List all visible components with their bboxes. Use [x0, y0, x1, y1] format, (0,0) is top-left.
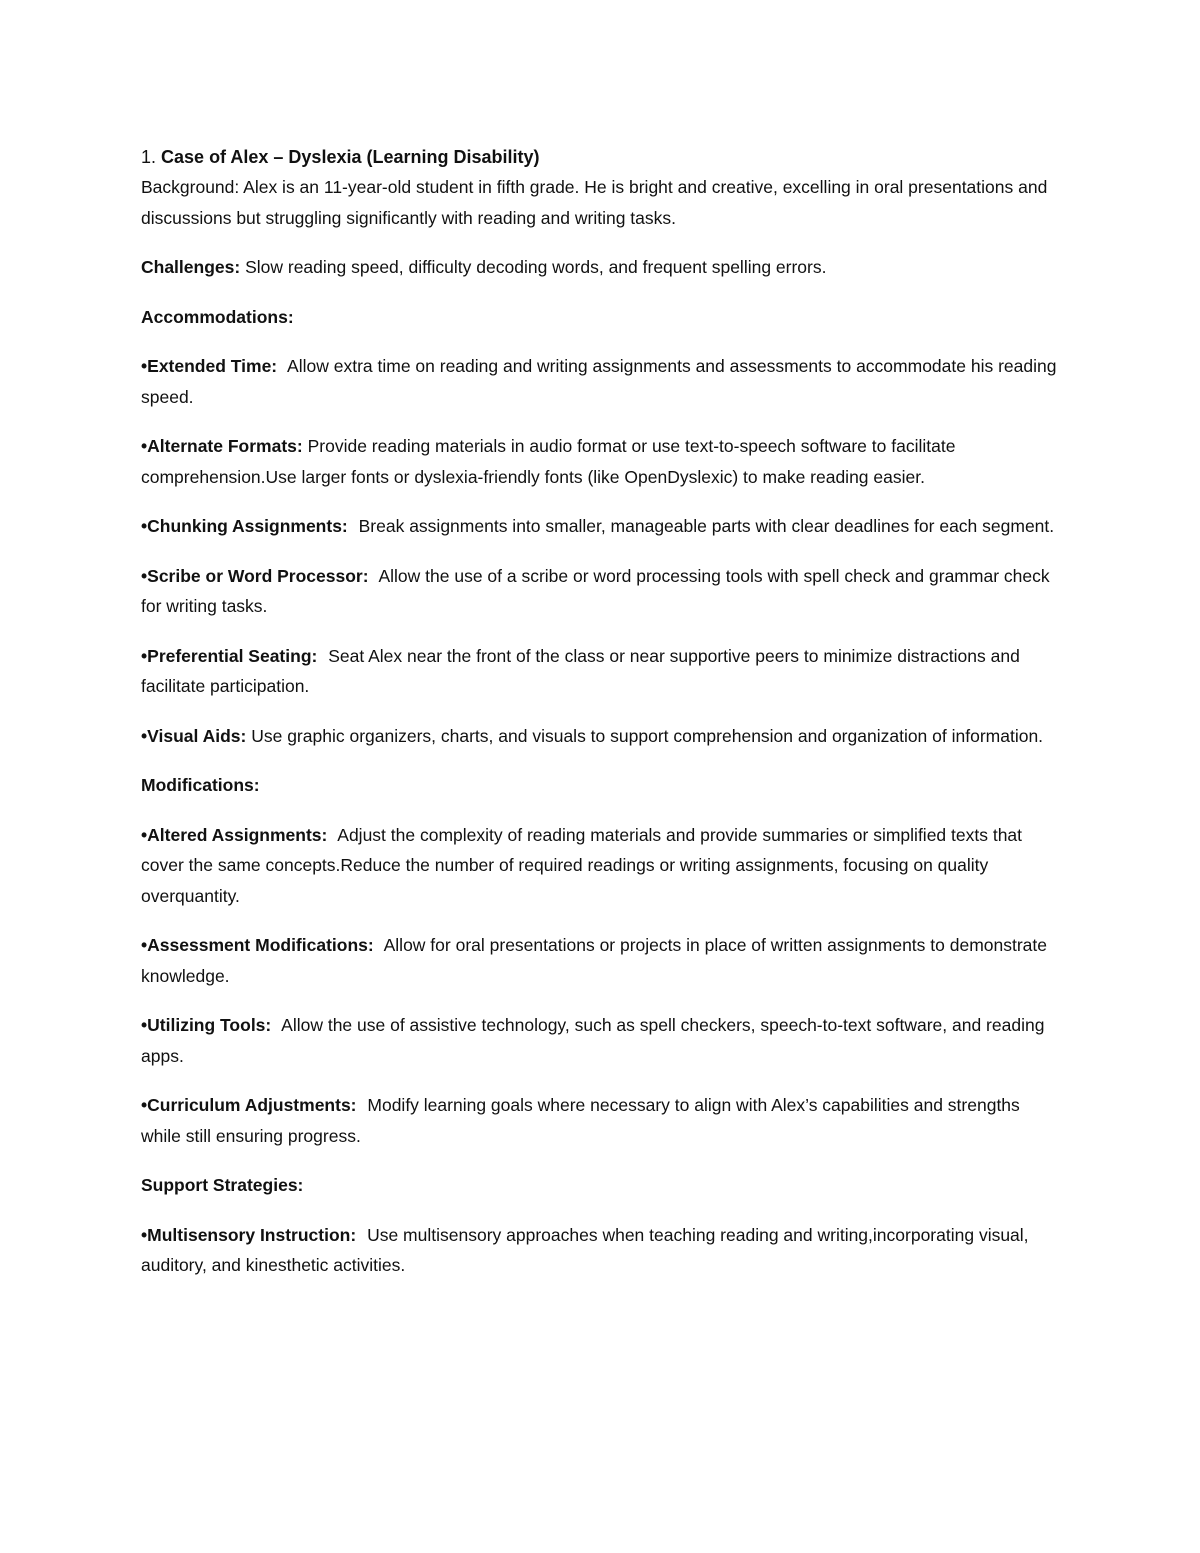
item-label: Chunking Assignments: — [147, 516, 348, 536]
list-item — [141, 641, 1061, 702]
list-item — [141, 721, 1061, 752]
list-item — [141, 930, 1061, 991]
title-text: Case of Alex – Dyslexia (Learning Disability) — [161, 147, 540, 167]
item-text: Adjust the complexity of reading materials and provide summaries or simplified texts that cover the same concepts.Reduce the number of required readings or writing assignments, focusing on quality overquantity. — [141, 824, 1023, 906]
item-text: Break assignments into smaller, manageable parts with clear deadlines for each segment. — [358, 516, 1055, 536]
bullet-icon: • — [141, 935, 148, 955]
document-page — [141, 142, 1061, 1300]
item-label: Extended Time: — [147, 356, 278, 376]
challenges-text: Slow reading speed, difficulty decoding words, and frequent spelling errors. — [245, 257, 827, 277]
bullet-icon: • — [141, 436, 148, 456]
list-item — [141, 1090, 1061, 1151]
bullet-icon: • — [141, 356, 148, 376]
bullet-icon: • — [141, 645, 148, 666]
item-text: Seat Alex near the front of the class or near supportive peers to minimize distractions and facilitate participation. — [141, 645, 1020, 696]
item-text: Allow extra time on reading and writing assignments and assessments to accommodate his reading speed. — [141, 356, 1057, 407]
item-text: Allow the use of a scribe or word processing tools with spell check and grammar check for writing tasks. — [141, 565, 1050, 616]
item-label: Scribe or Word Processor: — [147, 565, 369, 586]
bullet-icon: • — [141, 565, 148, 586]
list-item — [141, 1010, 1061, 1071]
item-text: Allow the use of assistive technology, such as spell checkers, speech-to-text software, and reading apps. — [141, 1015, 1045, 1066]
item-text: Allow for oral presentations or projects in place of written assignments to demonstrate knowledge. — [141, 935, 1048, 986]
item-text: Use multisensory approaches when teaching reading and writing,incorporating visual, auditory, and kinesthetic activities. — [141, 1224, 1029, 1275]
list-item — [141, 431, 1061, 492]
list-item — [141, 820, 1061, 912]
item-text: Use graphic organizers, charts, and visuals to support comprehension and organization of information. — [251, 725, 1044, 746]
bullet-icon: • — [141, 725, 148, 746]
item-text: Provide reading materials in audio format or use text-to-speech software to facilitate comprehension.Use larger fonts or dyslexia-friendly fonts (like OpenDyslexic) to make reading easier. — [141, 436, 956, 487]
item-label: Altered Assignments: — [147, 824, 328, 845]
background-paragraph: Background: Alex is an 11-year-old student in fifth grade. He is bright and creative, excelling in oral presentations and discussions but struggling significantly with reading and writing tasks. — [141, 177, 1048, 228]
item-label: Visual Aids: — [147, 725, 247, 746]
document-title — [141, 142, 1061, 172]
list-item — [141, 561, 1061, 622]
modifications-heading: Modifications: — [141, 775, 260, 795]
item-text: Modify learning goals where necessary to align with Alex’s capabilities and strengths while still ensuring progress. — [141, 1095, 1020, 1146]
bullet-icon: • — [141, 1224, 148, 1245]
challenges-paragraph — [141, 252, 1061, 283]
bullet-icon: • — [141, 1095, 148, 1115]
item-label: Multisensory Instruction: — [147, 1224, 357, 1245]
item-label: Preferential Seating: — [147, 645, 318, 666]
bullet-icon: • — [141, 516, 148, 536]
challenges-label: Challenges: — [141, 257, 241, 277]
item-label: Assessment Modifications: — [147, 935, 374, 955]
list-item — [141, 511, 1061, 542]
item-label: Alternate Formats: — [147, 436, 303, 456]
list-item — [141, 351, 1061, 412]
accommodations-heading: Accommodations: — [141, 306, 294, 327]
item-label: Utilizing Tools: — [147, 1015, 272, 1035]
title-number: 1. — [141, 147, 157, 167]
support-strategies-heading: Support Strategies: — [141, 1175, 304, 1195]
list-item — [141, 1220, 1061, 1281]
bullet-icon: • — [141, 1015, 148, 1035]
bullet-icon: • — [141, 824, 148, 845]
item-label: Curriculum Adjustments: — [147, 1095, 357, 1115]
